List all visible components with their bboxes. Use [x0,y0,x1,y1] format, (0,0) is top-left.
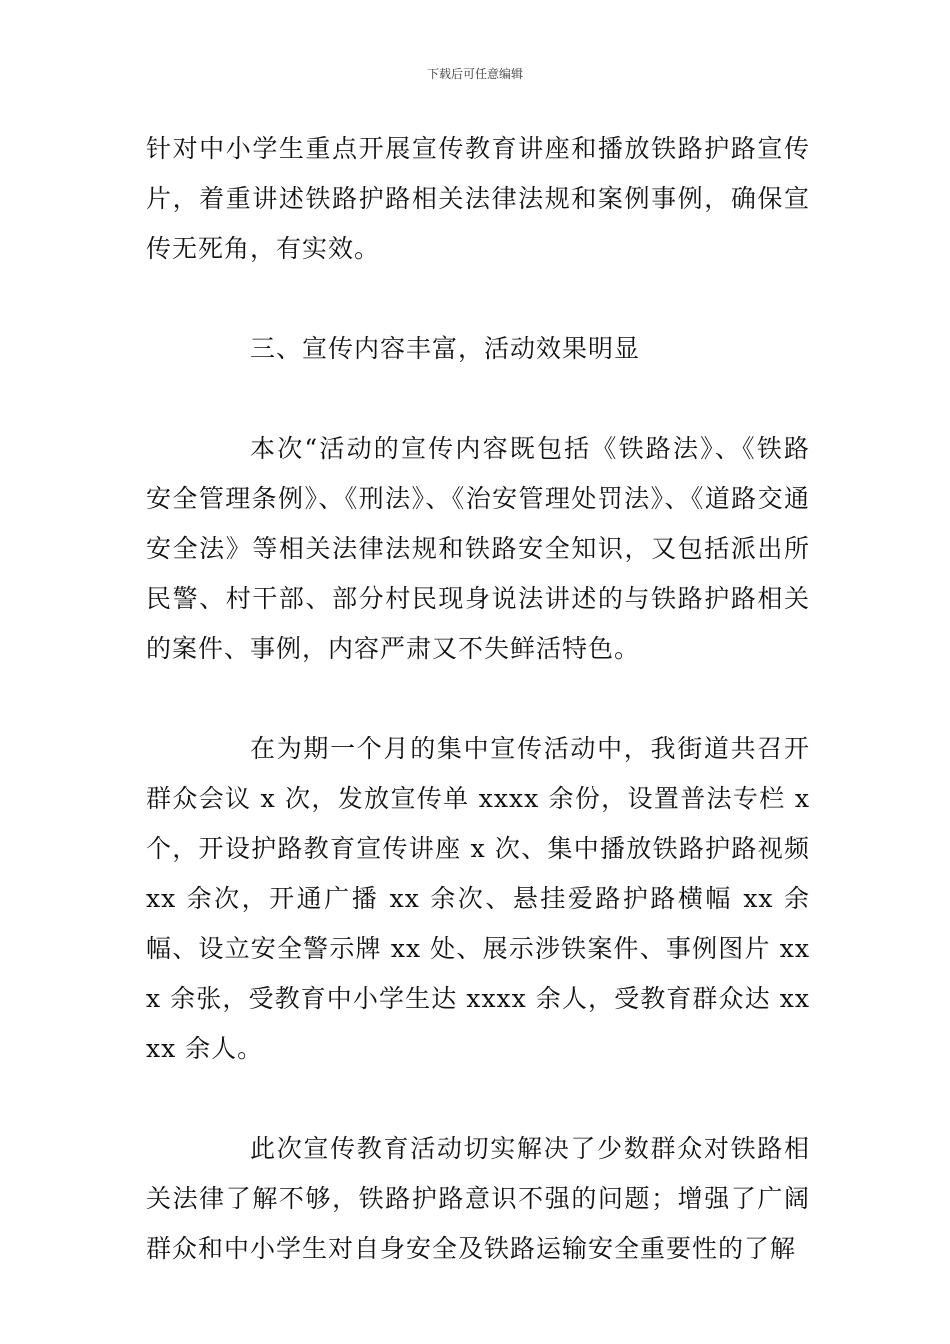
paragraph-activity-stats: 在为期一个月的集中宣传活动中，我街道共召开群众会议 x 次，发放宣传单 xxxx 余份，设置普法专栏 x 个，开设护路教育宣传讲座 x 次、集中播放铁路护路视频 xx 余次，开通广播 xx 余次、悬挂爱路护路横幅 xx 余幅、设立安全警示牌 xx 处、展示涉铁案件、事例图片 xxx 余张，受教育中小学生达 xxxx 余人，受教育群众达 xxxx 余人。 [146,734,810,1063]
paragraph-gap [146,1074,810,1124]
paragraph-continuation: 针对中小学生重点开展宣传教育讲座和播放铁路护路宣传片，着重讲述铁路护路相关法律法规和案例事例，确保宣传无死角，有实效。 [146,134,810,263]
paragraph-content-scope: 本次“活动的宣传内容既包括《铁路法》、《铁路安全管理条例》、《刑法》、《治安管理处罚法》、《道路交通安全法》等相关法律法规和铁路安全知识，又包括派出所民警、村干部、部分村民现身说法讲述的与铁路护路相关的案件、事例，内容严肃又不失鲜活特色。 [146,434,810,663]
paragraph-gap [146,674,810,724]
paragraph-gap [146,374,810,424]
paragraph-gap [146,274,810,324]
document-body [146,124,810,1274]
section-heading-3: 三、宣传内容丰富，活动效果明显 [250,334,641,363]
header-note: 下载后可任意编辑 [426,67,523,81]
paragraph-activity-effect: 此次宣传教育活动切实解决了少数群众对铁路相关法律了解不够，铁路护路意识不强的问题；增强了广阔群众和中小学生对自身安全及铁路运输安全重要性的了解 [146,1134,810,1263]
